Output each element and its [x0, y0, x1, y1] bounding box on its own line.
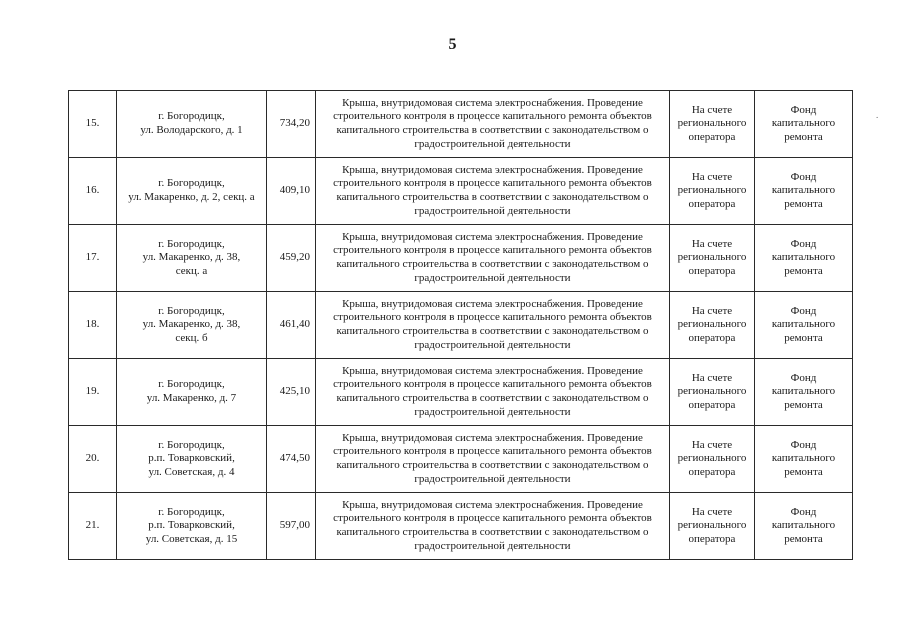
funding-source-line: Фонд [790, 103, 817, 116]
table-body [69, 91, 853, 560]
row-number: 19. [85, 385, 100, 398]
work-description-line: градостроительной деятельности [414, 539, 571, 552]
funding-source-line: ремонта [784, 532, 823, 545]
work-description-cell [316, 158, 670, 225]
area-value: 597,00 [279, 519, 310, 532]
row-number: 15. [85, 117, 100, 130]
account-cell [670, 292, 755, 359]
address-line: р.п. Товарковский, [148, 452, 235, 465]
area-value: 425,10 [279, 385, 310, 398]
area-value: 409,10 [279, 184, 310, 197]
work-description-line: строительного контроля в процессе капитального ремонта объектов [333, 512, 652, 525]
account-cell [670, 225, 755, 292]
address-line: р.п. Товарковский, [148, 519, 235, 532]
funding-source-line: ремонта [784, 465, 823, 478]
work-description-line: строительного контроля в процессе капитального ремонта объектов [333, 378, 652, 391]
address-line: г. Богородицк, [158, 304, 225, 317]
address-cell [117, 158, 267, 225]
table-row [69, 493, 853, 560]
account-line: оператора [688, 197, 736, 210]
area-value: 459,20 [279, 251, 310, 264]
address-line: ул. Макаренко, д. 7 [146, 392, 237, 404]
table-row [69, 91, 853, 158]
account-line: На счете [691, 438, 733, 451]
address-cell [117, 493, 267, 560]
account-line: оператора [688, 331, 736, 344]
account-line: На счете [691, 371, 733, 384]
funding-source-cell [755, 426, 853, 493]
edge-mark: . [876, 110, 879, 120]
work-description-cell [316, 359, 670, 426]
work-description-line: градостроительной деятельности [414, 204, 571, 217]
address-line: г. Богородицк, [158, 438, 225, 451]
account-line: На счете [691, 505, 733, 518]
work-description-line: Крыша, внутридомовая система электроснабжения. Проведение [342, 297, 643, 310]
address-cell [117, 91, 267, 158]
funding-source-cell [755, 91, 853, 158]
address-line: ул. Макаренко, д. 38, [142, 318, 241, 331]
funding-source-line: капитального [771, 318, 836, 331]
work-description-line: капитального строительства в соответствии с законодательством о [336, 392, 649, 404]
row-number: 18. [85, 318, 100, 331]
funding-source-line: капитального [771, 519, 836, 532]
area-value: 461,40 [279, 318, 310, 331]
area-cell [267, 91, 316, 158]
address-line: секц. а [175, 264, 208, 277]
address-line: г. Богородицк, [158, 237, 225, 250]
address-cell [117, 225, 267, 292]
funding-source-line: ремонта [784, 264, 823, 277]
work-description-line: Крыша, внутридомовая система электроснабжения. Проведение [342, 431, 643, 444]
address-line: ул. Советская, д. 15 [145, 532, 238, 545]
work-description-line: капитального строительства в соответствии с законодательством о [336, 124, 649, 136]
account-line: На счете [691, 304, 733, 317]
address-line: секц. б [175, 331, 208, 344]
row-number: 21. [85, 519, 100, 532]
address-cell [117, 359, 267, 426]
funding-source-line: ремонта [784, 197, 823, 210]
account-line: оператора [688, 264, 736, 277]
table-row [69, 359, 853, 426]
work-description-line: строительного контроля в процессе капитального ремонта объектов [333, 110, 652, 123]
work-description-cell [316, 493, 670, 560]
account-line: регионального [677, 251, 747, 264]
account-cell [670, 359, 755, 426]
address-line: г. Богородицк, [158, 505, 225, 518]
funding-source-cell [755, 158, 853, 225]
address-line: г. Богородицк, [158, 378, 225, 391]
address-cell [117, 426, 267, 493]
table-row [69, 292, 853, 359]
work-description-line: строительного контроля в процессе капитального ремонта объектов [333, 311, 652, 324]
work-description-line: Крыша, внутридомовая система электроснабжения. Проведение [342, 364, 643, 377]
funding-source-line: Фонд [790, 304, 817, 317]
row-number-cell [69, 91, 117, 158]
row-number-cell [69, 493, 117, 560]
account-line: оператора [688, 465, 736, 478]
account-line: регионального [677, 184, 747, 197]
address-cell [117, 292, 267, 359]
funding-source-cell [755, 493, 853, 560]
row-number: 20. [85, 452, 100, 465]
work-description-line: градостроительной деятельности [414, 137, 571, 150]
work-description-line: строительного контроля в процессе капитального ремонта объектов [333, 244, 652, 257]
area-value: 474,50 [279, 452, 310, 465]
account-line: оператора [688, 532, 736, 545]
work-description-line: Крыша, внутридомовая система электроснабжения. Проведение [342, 230, 643, 243]
funding-source-cell [755, 292, 853, 359]
row-number-cell [69, 292, 117, 359]
row-number-cell [69, 158, 117, 225]
address-line: ул. Макаренко, д. 38, [142, 251, 241, 264]
address-line: г. Богородицк, [158, 177, 225, 190]
funding-source-line: капитального [771, 452, 836, 465]
table-row [69, 225, 853, 292]
work-description-line: капитального строительства в соответствии с законодательством о [336, 459, 649, 471]
work-description-line: строительного контроля в процессе капитального ремонта объектов [333, 177, 652, 190]
account-line: оператора [688, 398, 736, 411]
funding-source-cell [755, 359, 853, 426]
account-cell [670, 91, 755, 158]
work-description-cell [316, 91, 670, 158]
work-description-line: капитального строительства в соответствии с законодательством о [336, 258, 649, 270]
account-line: На счете [691, 237, 733, 250]
account-line: оператора [688, 130, 736, 143]
work-description-line: градостроительной деятельности [414, 271, 571, 284]
page-number: 5 [448, 36, 457, 53]
account-cell [670, 493, 755, 560]
row-number-cell [69, 426, 117, 493]
work-description-line: Крыша, внутридомовая система электроснабжения. Проведение [342, 163, 643, 176]
funding-source-line: Фонд [790, 505, 817, 518]
funding-source-line: ремонта [784, 130, 823, 143]
row-number: 16. [85, 184, 100, 197]
address-line: г. Богородицк, [158, 110, 225, 123]
row-number-cell [69, 225, 117, 292]
account-line: регионального [677, 519, 747, 532]
work-description-line: строительного контроля в процессе капитального ремонта объектов [333, 445, 652, 458]
work-schedule-table [68, 90, 853, 560]
area-value: 734,20 [279, 117, 310, 130]
work-description-cell [316, 292, 670, 359]
area-cell [267, 359, 316, 426]
work-description-line: градостроительной деятельности [414, 472, 571, 485]
table-row [69, 426, 853, 493]
area-cell [267, 158, 316, 225]
area-cell [267, 292, 316, 359]
account-cell [670, 426, 755, 493]
row-number: 17. [85, 251, 100, 264]
funding-source-line: капитального [771, 385, 836, 398]
table-row [69, 158, 853, 225]
work-description-line: капитального строительства в соответствии с законодательством о [336, 191, 649, 203]
work-description-line: капитального строительства в соответствии с законодательством о [336, 325, 649, 337]
area-cell [267, 225, 316, 292]
account-line: регионального [677, 117, 747, 130]
funding-source-line: Фонд [790, 438, 817, 451]
work-description-line: Крыша, внутридомовая система электроснабжения. Проведение [342, 96, 643, 109]
funding-source-line: Фонд [790, 170, 817, 183]
account-line: регионального [677, 318, 747, 331]
area-cell [267, 426, 316, 493]
funding-source-line: Фонд [790, 237, 817, 250]
address-line: ул. Макаренко, д. 2, секц. а [128, 191, 255, 203]
account-line: На счете [691, 103, 733, 116]
funding-source-line: капитального [771, 251, 836, 264]
work-description-cell [316, 426, 670, 493]
account-line: регионального [677, 385, 747, 398]
work-description-line: градостроительной деятельности [414, 338, 571, 351]
address-line: ул. Володарского, д. 1 [140, 124, 243, 136]
funding-source-line: ремонта [784, 398, 823, 411]
area-cell [267, 493, 316, 560]
account-line: регионального [677, 452, 747, 465]
funding-source-line: ремонта [784, 331, 823, 344]
funding-source-cell [755, 225, 853, 292]
funding-source-line: капитального [771, 117, 836, 130]
work-description-line: градостроительной деятельности [414, 405, 571, 418]
row-number-cell [69, 359, 117, 426]
account-cell [670, 158, 755, 225]
address-line: ул. Советская, д. 4 [148, 465, 235, 478]
work-description-line: капитального строительства в соответствии с законодательством о [336, 526, 649, 538]
account-line: На счете [691, 170, 733, 183]
funding-source-line: Фонд [790, 371, 817, 384]
work-description-cell [316, 225, 670, 292]
work-description-line: Крыша, внутридомовая система электроснабжения. Проведение [342, 498, 643, 511]
funding-source-line: капитального [771, 184, 836, 197]
